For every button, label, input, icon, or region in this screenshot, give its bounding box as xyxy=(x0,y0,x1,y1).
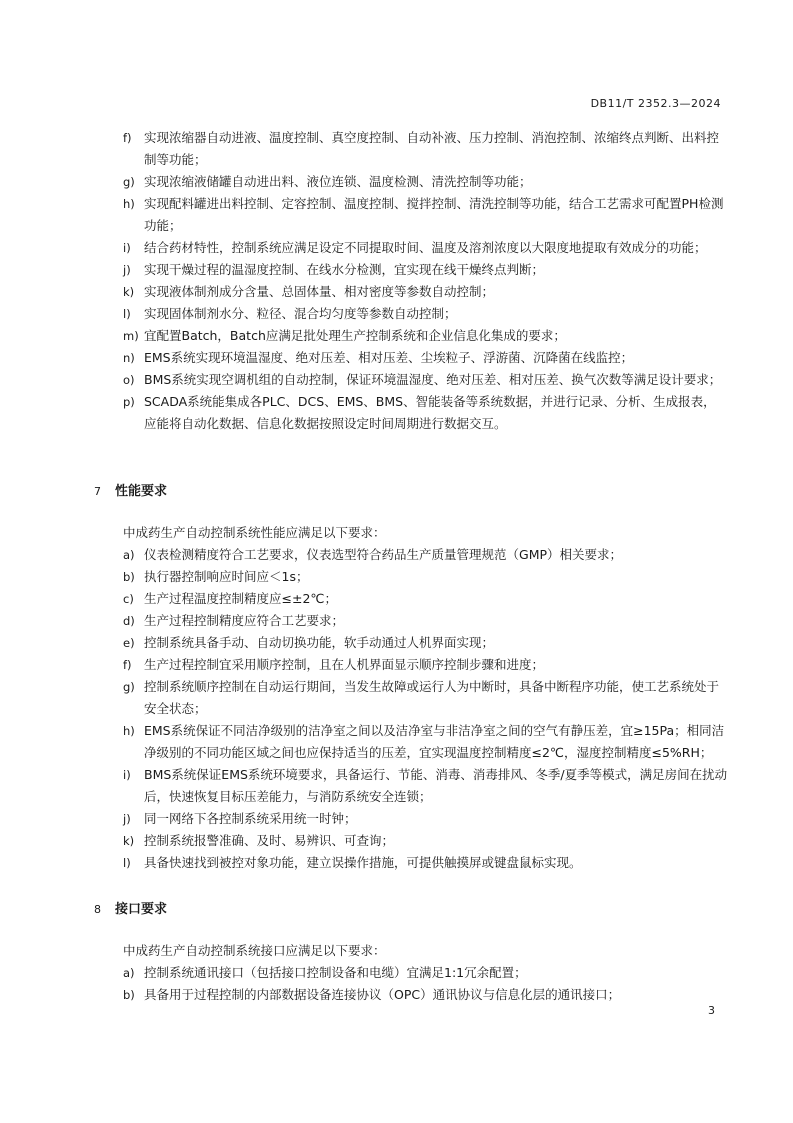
list-item-text: 宜配置Batch，Batch应满足批处理生产控制系统和企业信息化集成的要求； xyxy=(144,328,566,343)
list-item xyxy=(94,127,728,171)
list-item xyxy=(94,830,728,852)
list-item-text: 具备用于过程控制的内部数据设备连接协议（OPC）通讯协议与信息化层的通讯接口； xyxy=(144,987,621,1002)
section-intro: 中成药生产自动控制系统性能应满足以下要求： xyxy=(123,525,386,540)
list-item-text: 控制系统顺序控制在自动运行期间，当发生故障或运行人为中断时，具备中断程序功能，使工艺系统处于安全状态； xyxy=(144,679,720,716)
list-item-text: 控制系统具备手动、自动切换功能，软手动通过人机界面实现； xyxy=(144,635,495,650)
list-marker: f) xyxy=(123,131,132,145)
document-id-header: DB11/T 2352.3—2024 xyxy=(590,97,721,110)
list-item-text: 执行器控制响应时间应＜1s； xyxy=(144,569,309,584)
list-item xyxy=(94,610,728,632)
list-item-text: 实现配料罐进出料控制、定容控制、温度控制、搅拌控制、清洗控制等功能，结合工艺需求可配置PH检测功能； xyxy=(144,196,724,233)
list-marker: g) xyxy=(123,680,135,694)
list-item-text: 实现浓缩液储罐自动进出料、液位连锁、温度检测、清洗控制等功能； xyxy=(144,174,532,189)
list-item xyxy=(94,720,728,764)
section-heading xyxy=(94,899,728,921)
list-item xyxy=(94,347,728,369)
list-marker: d) xyxy=(123,614,135,628)
list-marker: p) xyxy=(123,395,135,409)
list-marker: h) xyxy=(123,197,135,211)
list-item xyxy=(94,369,728,391)
list-item xyxy=(94,632,728,654)
section-title: 接口要求 xyxy=(115,902,168,917)
page-number: 3 xyxy=(708,1004,715,1017)
list-marker: i) xyxy=(123,241,131,255)
list-item-text: 生产过程温度控制精度应≤±2℃； xyxy=(144,591,337,606)
list-item-text: 实现干燥过程的温湿度控制、在线水分检测，宜实现在线干燥终点判断； xyxy=(144,262,545,277)
list-item xyxy=(94,852,728,874)
list-item xyxy=(94,325,728,347)
section-intro: 中成药生产自动控制系统接口应满足以下要求： xyxy=(123,943,386,958)
list-item-text: EMS系统实现环境温湿度、绝对压差、相对压差、尘埃粒子、浮游菌、沉降菌在线监控； xyxy=(144,350,634,365)
list-item xyxy=(94,676,728,720)
section-8 xyxy=(94,899,728,921)
section-7 xyxy=(94,481,728,503)
list-marker: b) xyxy=(123,988,135,1002)
list-marker: g) xyxy=(123,175,135,189)
list-item xyxy=(94,259,728,281)
list-item-text: BMS系统保证EMS系统环境要求，具备运行、节能、消毒、消毒排风、冬季/夏季等模式，满足房间在扰动后，快速恢复目标压差能力，与消防系统安全连锁； xyxy=(144,767,728,804)
list-item xyxy=(94,808,728,830)
list-marker: l) xyxy=(123,307,131,321)
list-marker: k) xyxy=(123,285,135,299)
list-item-text: BMS系统实现空调机组的自动控制，保证环境温湿度、绝对压差、相对压差、换气次数等满足设计要求； xyxy=(144,372,722,387)
list-item-text: 生产过程控制精度应符合工艺要求； xyxy=(144,613,345,628)
list-item-text: 生产过程控制宜采用顺序控制，且在人机界面显示顺序控制步骤和进度； xyxy=(144,657,545,672)
list-continued xyxy=(94,127,728,435)
section-title: 性能要求 xyxy=(115,484,168,499)
list-marker: n) xyxy=(123,351,135,365)
list-marker: c) xyxy=(123,592,134,606)
list-item xyxy=(94,544,728,566)
list-item xyxy=(94,237,728,259)
list-marker: e) xyxy=(123,636,135,650)
list-item xyxy=(94,566,728,588)
list-item-text: 实现液体制剂成分含量、总固体量、相对密度等参数自动控制； xyxy=(144,284,495,299)
list-item-text: EMS系统保证不同洁净级别的洁净室之间以及洁净室与非洁净室之间的空气有静压差，宜≥15Pa；相同洁净级别的不同功能区域之间也应保持适当的压差，宜实现温度控制精度≤2℃，湿度控制精度≤5%RH； xyxy=(144,723,725,760)
section-7-body xyxy=(94,522,728,874)
list-item-text: 仪表检测精度符合工艺要求，仪表选型符合药品生产质量管理规范（GMP）相关要求； xyxy=(144,547,623,562)
list-item xyxy=(94,588,728,610)
list-item xyxy=(94,303,728,325)
list-item xyxy=(94,654,728,676)
list-item xyxy=(94,764,728,808)
list-item xyxy=(94,171,728,193)
list-marker: a) xyxy=(123,966,135,980)
list-item-text: 同一网络下各控制系统采用统一时钟； xyxy=(144,811,357,826)
section-number: 8 xyxy=(94,903,101,916)
list-marker: j) xyxy=(123,812,131,826)
list-marker: l) xyxy=(123,856,131,870)
list-item-text: 控制系统通讯接口（包括接口控制设备和电缆）宜满足1:1冗余配置； xyxy=(144,965,527,980)
section-heading xyxy=(94,481,728,503)
list-marker: i) xyxy=(123,768,131,782)
list-item xyxy=(94,281,728,303)
list-item-text: 控制系统报警准确、及时、易辨识、可查询； xyxy=(144,833,395,848)
list-item xyxy=(94,391,728,435)
section-number: 7 xyxy=(94,485,101,498)
list-marker: k) xyxy=(123,834,135,848)
list-item-text: 具备快速找到被控对象功能，建立误操作措施，可提供触摸屏或键盘鼠标实现。 xyxy=(144,855,582,870)
list-marker: j) xyxy=(123,263,131,277)
list-item xyxy=(94,193,728,237)
list-marker: h) xyxy=(123,724,135,738)
list-item-text: SCADA系统能集成各PLC、DCS、EMS、BMS、智能装备等系统数据，并进行记录、分析、生成报表，应能将自动化数据、信息化数据按照设定时间周期进行数据交互。 xyxy=(144,394,716,431)
list-marker: o) xyxy=(123,373,135,387)
list-marker: m) xyxy=(123,329,139,343)
list-item-text: 实现浓缩器自动进液、温度控制、真空度控制、自动补液、压力控制、消泡控制、浓缩终点判断、出料控制等功能； xyxy=(144,130,720,167)
list-marker: b) xyxy=(123,570,135,584)
list-marker: a) xyxy=(123,548,135,562)
list-item xyxy=(94,962,728,984)
list-item xyxy=(94,984,728,1006)
list-item-text: 实现固体制剂水分、粒径、混合均匀度等参数自动控制； xyxy=(144,306,457,321)
list-marker: f) xyxy=(123,658,132,672)
section-8-body xyxy=(94,940,728,1006)
list-item-text: 结合药材特性，控制系统应满足设定不同提取时间、温度及溶剂浓度以大限度地提取有效成分的功能； xyxy=(144,240,707,255)
